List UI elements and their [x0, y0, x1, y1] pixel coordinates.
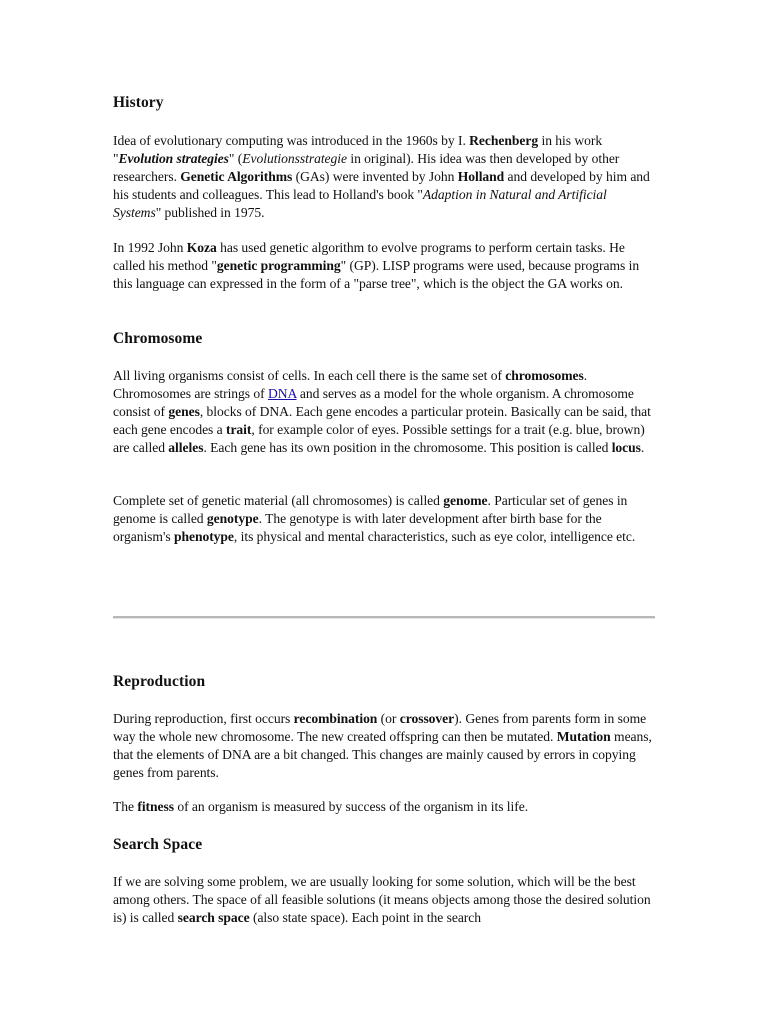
chromosome-heading: Chromosome: [113, 330, 203, 347]
history-paragraph-1: Idea of evolutionary computing was introduced in the 1960s by I. Rechenberg in his work "Evolution strategies" (Evolutionsstrategie in original). His idea was then developed by other researchers. Genetic Algorithms (GAs) were invented by John Holland and developed by him and his students and colleagues. This lead to Holland's book "Adaption in Natural and Artificial Systems" published in 1975.: [113, 133, 650, 220]
reproduction-paragraph-2: The fitness of an organism is measured by success of the organism in its life.: [113, 799, 529, 814]
search-space-heading: Search Space: [113, 836, 203, 853]
search-space-paragraph-1: If we are solving some problem, we are usually looking for some solution, which will be the best among others. The space of all feasible solutions (it means objects among those the desired solution is) is called search space (also state space). Each point in the search: [113, 874, 651, 925]
reproduction-heading: Reproduction: [113, 673, 206, 690]
page-divider: [113, 616, 655, 619]
dna-link[interactable]: DNA: [267, 385, 297, 401]
reproduction-paragraph-1: During reproduction, first occurs recombination (or crossover). Genes from parents form in some way the whole new chromosome. The new created offspring can then be mutated. Mutation means, that the elements of DNA are a bit changed. This changes are mainly caused by errors in copying genes from parents.: [113, 711, 652, 780]
history-paragraph-2: In 1992 John Koza has used genetic algorithm to evolve programs to perform certain tasks. He called his method "genetic programming" (GP). LISP programs were used, because programs in this language can expressed in the form of a "parse tree", which is the object the GA works on.: [113, 240, 640, 291]
chromosome-paragraph-1: All living organisms consist of cells. In each cell there is the same set of chromosomes. Chromosomes are strings of DNA and serves as a model for the whole organism. A chromosome consist of genes, blocks of DNA. Each gene encodes a particular protein. Basically can be said, that each gene encodes a trait, for example color of eyes. Possible settings for a trait (e.g. blue, brown) are called alleles. Each gene has its own position in the chromosome. This position is called locus.: [113, 368, 651, 455]
history-heading: History: [113, 94, 164, 111]
chromosome-paragraph-2: Complete set of genetic material (all chromosomes) is called genome. Particular set of genes in genome is called genotype. The genotype is with later development after birth base for the organism's phenotype, its physical and mental characteristics, such as eye color, intelligence etc.: [113, 493, 636, 544]
